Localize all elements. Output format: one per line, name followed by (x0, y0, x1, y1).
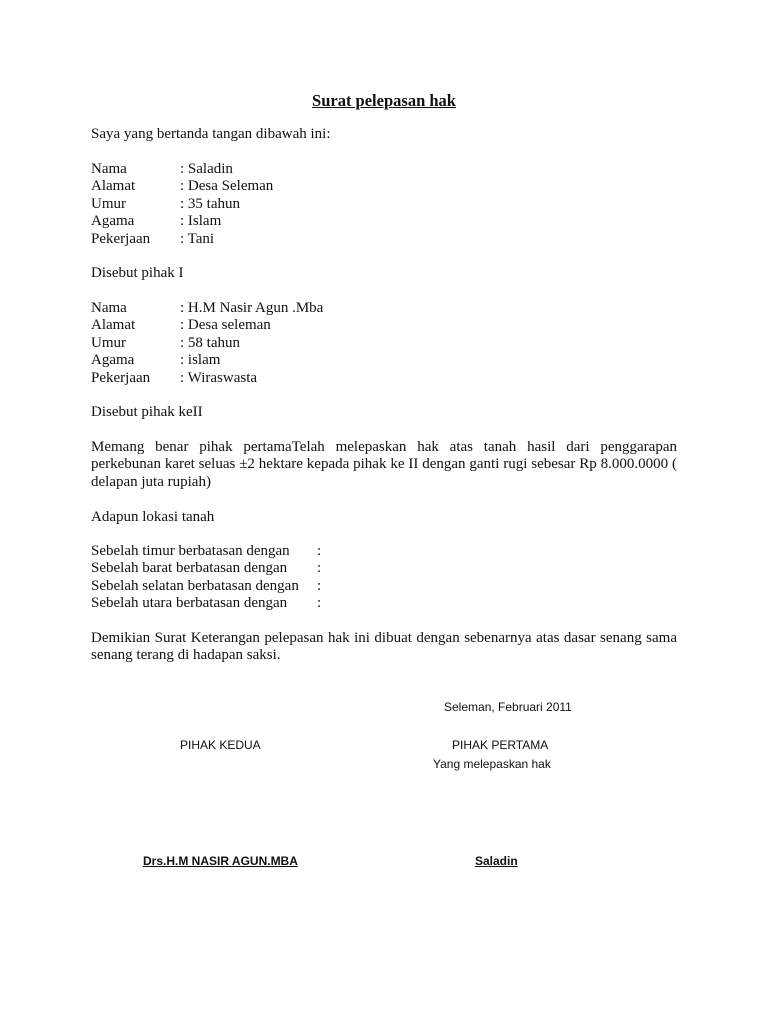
party2-details (91, 300, 323, 387)
statement-paragraph: Memang benar pihak pertamaTelah melepaskan hak atas tanah hasil dari penggarapan perkebunan karet seluas ±2 hektare kepada pihak ke II dengan ganti rugi sebesar Rp 8.000.0000 ( delapan juta rupiah) (91, 439, 677, 490)
field-value: : Islam (180, 213, 222, 230)
field-value: : Desa Seleman (180, 178, 274, 195)
location-row-south (91, 578, 321, 595)
field-value: : islam (180, 352, 221, 369)
location-list (91, 543, 321, 613)
party2-row-address (91, 317, 323, 334)
location-value: : (317, 577, 322, 594)
location-value: : (317, 595, 322, 612)
party1-row-address (91, 178, 273, 195)
field-label: Pekerjaan (91, 230, 151, 247)
field-label: Pekerjaan (91, 369, 151, 386)
field-value: : H.M Nasir Agun .Mba (180, 300, 324, 316)
field-value: : Wiraswasta (180, 369, 258, 386)
location-label: Sebelah timur berbatasan dengan (91, 543, 290, 559)
signature-right-subtitle: Yang melepaskan hak (433, 757, 551, 771)
party2-row-age (91, 335, 323, 352)
party1-row-age (91, 196, 273, 213)
location-value: : (317, 560, 322, 577)
signature-left-title: PIHAK KEDUA (180, 738, 261, 752)
location-heading: Adapun lokasi tanah (91, 509, 215, 525)
party2-row-religion (91, 352, 323, 369)
intro-line: Saya yang bertanda tangan dibawah ini: (91, 126, 331, 142)
party1-details (91, 161, 273, 248)
party1-designation: Disebut pihak I (91, 265, 184, 281)
field-value: : 58 tahun (180, 334, 240, 351)
location-row-west (91, 560, 321, 577)
location-row-north (91, 595, 321, 612)
party1-row-name (91, 161, 273, 178)
party2-row-occupation (91, 370, 323, 387)
field-value: : Tani (180, 230, 215, 247)
field-label: Agama (91, 352, 135, 369)
signature-right-name: Saladin (475, 854, 518, 868)
location-row-east (91, 543, 321, 560)
field-value: : Saladin (180, 161, 233, 177)
location-label: Sebelah barat berbatasan dengan (91, 560, 288, 577)
signature-left-name: Drs.H.M NASIR AGUN.MBA (143, 854, 298, 868)
field-label: Umur (91, 334, 126, 351)
field-label: Alamat (91, 178, 136, 195)
location-value: : (317, 543, 322, 559)
field-label: Nama (91, 161, 127, 177)
field-label: Nama (91, 300, 127, 316)
field-value: : Desa seleman (180, 317, 271, 334)
document-title: Surat pelepasan hak (312, 91, 456, 110)
closing-paragraph: Demikian Surat Keterangan pelepasan hak ini dibuat dengan sebenarnya atas dasar senang sama senang terang di hadapan saksi. (91, 630, 677, 664)
signature-right-title: PIHAK PERTAMA (452, 738, 549, 752)
party2-row-name (91, 300, 323, 317)
location-label: Sebelah selatan berbatasan dengan (91, 577, 299, 594)
field-label: Agama (91, 213, 135, 230)
field-label: Umur (91, 195, 126, 212)
field-label: Alamat (91, 317, 136, 334)
party1-row-occupation (91, 231, 273, 248)
field-value: : 35 tahun (180, 195, 240, 212)
party1-row-religion (91, 213, 273, 230)
location-label: Sebelah utara berbatasan dengan (91, 595, 288, 612)
party2-designation: Disebut pihak keII (91, 404, 203, 420)
place-date: Seleman, Februari 2011 (444, 700, 572, 714)
